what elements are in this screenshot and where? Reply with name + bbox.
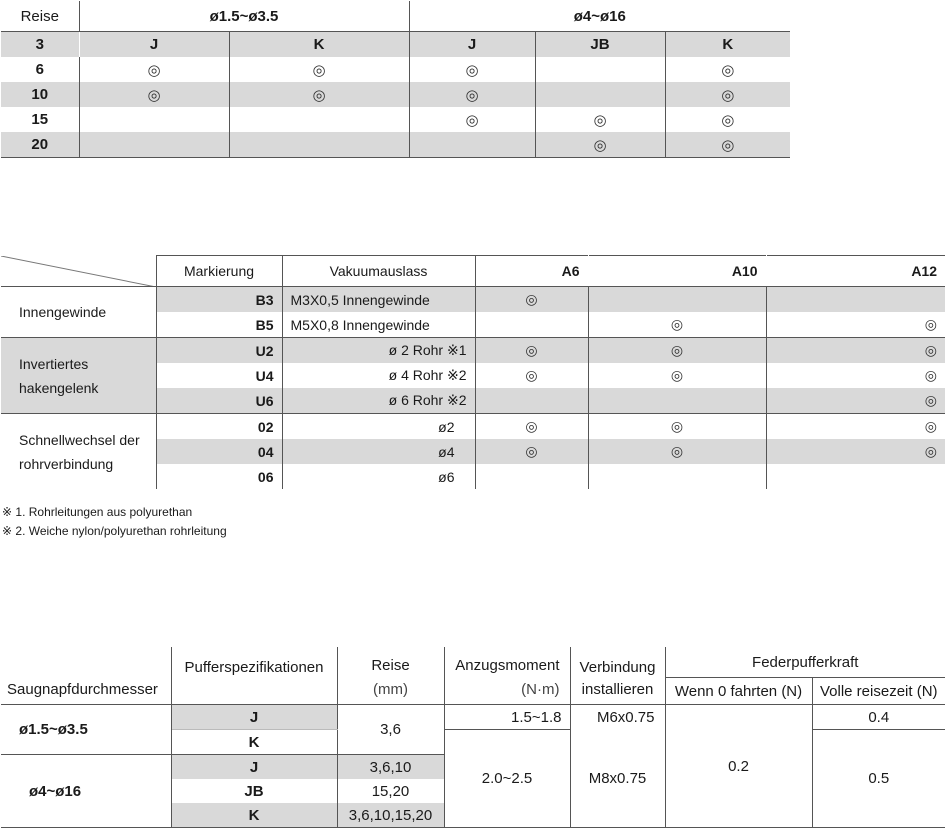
header-connection (570, 647, 665, 705)
header-spring-full: Volle reisezeit (N) (812, 678, 945, 705)
port-spec: ø4 (282, 439, 475, 464)
available-mark: ◎ (588, 338, 766, 364)
header-connection-label: Verbindung installieren (579, 658, 656, 698)
marking-code: 02 (156, 414, 282, 440)
buffer-type: K (171, 803, 337, 828)
available-mark: ◎ (535, 132, 665, 158)
header-spring: Federpufferkraft (665, 647, 945, 678)
available-mark: ◎ (475, 414, 588, 440)
available-mark (79, 107, 229, 132)
table-row (1, 107, 790, 132)
diagonal-header-cell (1, 256, 156, 287)
buffer-type: J (171, 705, 337, 730)
available-mark: ◎ (588, 312, 766, 338)
available-mark: ◎ (924, 367, 937, 383)
header-diameter (1, 647, 171, 705)
torque-value: 2.0~2.5 (444, 730, 570, 828)
marking-code: U2 (156, 338, 282, 364)
port-spec: M5X0,8 Innengewinde (282, 312, 475, 338)
available-mark: ◎ (229, 82, 409, 107)
stroke-compatibility-table (1, 1, 790, 158)
header-marking: Markierung (156, 256, 282, 287)
footnote: ※ 1. Rohrleitungen aus polyurethan (2, 505, 193, 519)
header-diameter-small: ø1.5~ø3.5 (79, 1, 409, 32)
header-a6: A6 (475, 256, 588, 287)
spring-zero-value: 0.2 (665, 705, 812, 828)
marking-code: B5 (156, 312, 282, 338)
stroke-value: 3 (1, 32, 79, 58)
available-mark (588, 388, 766, 414)
buffer-type: JB (171, 779, 337, 803)
header-reise (337, 647, 444, 705)
available-mark: ◎ (924, 342, 937, 358)
table-row (1, 132, 790, 158)
port-spec: ø 2 Rohr ※1 (282, 338, 475, 364)
group-label: Schnellwechsel der rohrverbindung (1, 414, 156, 490)
stroke-value: 20 (1, 132, 79, 158)
header-vacuum-port: Vakuumauslass (282, 256, 475, 287)
available-mark (79, 132, 229, 158)
available-mark (535, 57, 665, 82)
available-mark: ◎ (766, 388, 945, 414)
stroke-value: 10 (1, 82, 79, 107)
available-mark (409, 132, 535, 158)
header-buffer-label: Pufferspezifikationen (184, 659, 324, 676)
available-mark (588, 464, 766, 489)
diagonal-line (1, 256, 156, 287)
available-mark: ◎ (229, 57, 409, 82)
header-torque (444, 647, 570, 705)
available-mark: ◎ (475, 287, 588, 313)
port-spec: ø6 (282, 464, 475, 489)
header-spring-zero: Wenn 0 fahrten (N) (665, 678, 812, 705)
available-mark: ◎ (766, 312, 945, 338)
table-row (1, 57, 790, 82)
type-label: J (409, 32, 535, 58)
available-mark: ◎ (924, 443, 937, 459)
table-header-row (1, 256, 945, 287)
port-spec: ø 4 Rohr ※2 (282, 363, 475, 388)
available-mark: ◎ (721, 86, 735, 104)
marking-code: 06 (156, 464, 282, 489)
connection-value: M6x0.75 (570, 705, 665, 730)
type-label: JB (535, 32, 665, 58)
available-mark: ◎ (79, 82, 229, 107)
port-spec: ø2 (282, 414, 475, 440)
marking-code: U4 (156, 363, 282, 388)
group-label: Innengewinde (1, 287, 156, 338)
available-mark (588, 287, 766, 313)
available-mark (475, 388, 588, 414)
stroke-values: 3,6,10,15,20 (337, 803, 444, 828)
available-mark: ◎ (475, 363, 588, 388)
type-label: J (79, 32, 229, 58)
available-mark: ◎ (588, 414, 766, 440)
stroke-values: 15,20 (337, 779, 444, 803)
available-mark: ◎ (409, 57, 535, 82)
port-spec: ø 6 Rohr ※2 (282, 388, 475, 414)
available-mark (766, 287, 945, 313)
marking-code: U6 (156, 388, 282, 414)
available-mark (229, 132, 409, 158)
connection-value: M8x0.75 (570, 730, 665, 828)
table-row (1, 82, 790, 107)
header-reise-unit: (mm) (373, 680, 408, 698)
footnote: ※ 2. Weiche nylon/polyurethan rohrleitung (2, 524, 227, 538)
stroke-values: 3,6,10 (337, 755, 444, 780)
header-buffer (171, 647, 337, 705)
stroke-value: 15 (1, 107, 79, 132)
available-mark: ◎ (924, 418, 937, 434)
stroke-value: 6 (1, 57, 79, 82)
torque-value: 1.5~1.8 (444, 705, 570, 730)
header-reise-label: Reise (371, 656, 410, 674)
available-mark (475, 312, 588, 338)
available-mark (535, 82, 665, 107)
header-torque-unit: (N·m) (521, 680, 560, 698)
type-label: K (722, 36, 734, 53)
available-mark (475, 464, 588, 489)
available-mark: ◎ (588, 439, 766, 464)
available-mark (229, 107, 409, 132)
diameter-cell: ø4~ø16 (1, 755, 171, 828)
spring-full-value: 0.5 (812, 730, 945, 828)
table-row (1, 32, 790, 58)
available-mark: ◎ (535, 107, 665, 132)
stroke-values: 3,6 (337, 705, 444, 755)
marking-code: 04 (156, 439, 282, 464)
header-diameter-label: Saugnapfdurchmesser (7, 681, 158, 698)
header-diameter-large: ø4~ø16 (409, 1, 790, 32)
available-mark: ◎ (721, 111, 735, 129)
buffer-spec-table (1, 647, 945, 828)
available-mark: ◎ (665, 132, 790, 158)
marking-code: B3 (156, 287, 282, 313)
table-header-row (1, 1, 790, 32)
available-mark: ◎ (475, 338, 588, 364)
port-spec: M3X0,5 Innengewinde (282, 287, 475, 313)
table-row (1, 414, 945, 440)
vacuum-port-table (1, 255, 945, 489)
diameter-cell: ø1.5~ø3.5 (1, 705, 171, 755)
table-row (1, 287, 945, 313)
table-header-row (1, 647, 945, 678)
available-mark: ◎ (409, 82, 535, 107)
buffer-type: J (171, 755, 337, 780)
available-mark: ◎ (721, 61, 735, 79)
header-a12: A12 (766, 256, 945, 287)
table-row (1, 338, 945, 364)
available-mark (766, 464, 945, 489)
available-mark: ◎ (79, 57, 229, 82)
footnotes (2, 503, 227, 541)
header-a10: A10 (588, 256, 766, 287)
available-mark: ◎ (409, 107, 535, 132)
table-row (1, 705, 945, 730)
header-reise: Reise (1, 1, 79, 32)
type-label: K (229, 32, 409, 58)
group-label: Invertiertes hakengelenk (1, 338, 156, 414)
spring-full-value: 0.4 (812, 705, 945, 730)
buffer-type: K (171, 730, 337, 755)
header-torque-label: Anzugsmoment (455, 656, 560, 674)
available-mark: ◎ (588, 363, 766, 388)
available-mark: ◎ (475, 439, 588, 464)
